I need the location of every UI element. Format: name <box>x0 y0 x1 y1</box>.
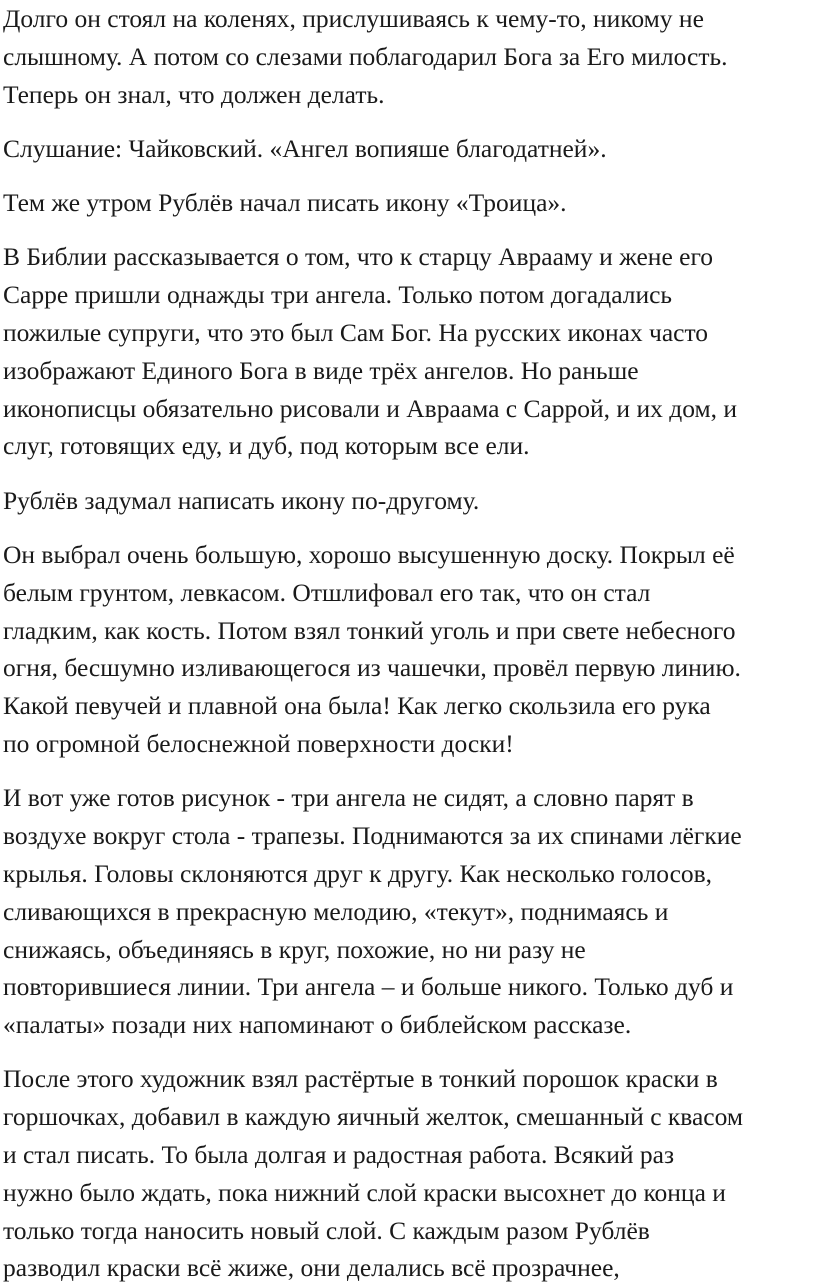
text-line: по огромной белоснежной поверхности доски! <box>3 729 514 759</box>
text-line: Тем же утром Рублёв начал писать икону «Троица». <box>3 188 567 218</box>
text-line: пожилые супруги, что это был Сам Бог. На русских иконах часто <box>3 318 709 348</box>
text-line: огня, бесшумно изливающегося из чашечки, провёл первую линию. <box>3 653 741 683</box>
text-line: И вот уже готов рисунок - три ангела не сидят, а словно парят в <box>3 783 694 813</box>
paragraph-4 <box>3 238 815 465</box>
text-line: гладким, как кость. Потом взял тонкий уголь и при свете небесного <box>3 615 736 645</box>
paragraph-2 <box>3 130 815 168</box>
text-line: только тогда наносить новый слой. С каждым разом Рублёв <box>3 1215 650 1245</box>
text-line: Теперь он знал, что должен делать. <box>3 79 385 109</box>
text-line: крылья. Головы склоняются друг к другу. Как несколько голосов, <box>3 858 713 888</box>
text-line: и стал писать. То была долгая и радостная работа. Всякий раз <box>3 1140 675 1170</box>
text-line: Слушание: Чайковский. «Ангел вопияше благодатней». <box>3 133 607 163</box>
text-line: снижаясь, объединяясь в круг, похожие, но ни разу не <box>3 934 586 964</box>
text-line: иконописцы обязательно рисовали и Авраама с Саррой, и их дом, и <box>3 393 737 423</box>
paragraph-6 <box>3 536 815 763</box>
text-line: Сарре пришли однажды три ангела. Только потом догадались <box>3 280 673 310</box>
document-body <box>3 0 815 1286</box>
paragraph-5 <box>3 482 815 520</box>
text-line: «палаты» позади них напоминают о библейском рассказе. <box>3 1010 632 1040</box>
text-line: нужно было ждать, пока нижний слой краски высохнет до конца и <box>3 1177 726 1207</box>
text-line: Рублёв задумал написать икону по-другому. <box>3 485 480 515</box>
paragraph-7 <box>3 779 815 1044</box>
text-line: Какой певучей и плавной она была! Как легко скользила его рука <box>3 691 711 721</box>
text-line: повторившиеся линии. Три ангела – и больше никого. Только дуб и <box>3 972 734 1002</box>
text-line: После этого художник взял растёртые в тонкий порошок краски в <box>3 1064 718 1094</box>
text-line: воздухе вокруг стола - трапезы. Поднимаются за их спинами лёгкие <box>3 821 742 851</box>
text-line: белым грунтом, левкасом. Отшлифовал его так, что он стал <box>3 577 651 607</box>
paragraph-8 <box>3 1060 815 1286</box>
paragraph-3 <box>3 184 815 222</box>
text-line: слуг, готовящих еду, и дуб, под которым все ели. <box>3 431 530 461</box>
text-line: В Библии рассказывается о том, что к старцу Аврааму и жене его <box>3 242 714 272</box>
text-line: разводил краски всё жиже, они делались всё прозрачнее, <box>3 1253 620 1283</box>
paragraph-1 <box>3 0 815 113</box>
text-line: изображают Единого Бога в виде трёх ангелов. Но раньше <box>3 355 639 385</box>
text-line: слышному. А потом со слезами поблагодарил Бога за Его милость. <box>3 41 728 71</box>
text-line: Долго он стоял на коленях, прислушиваясь к чему-то, никому не <box>3 4 704 33</box>
text-line: горшочках, добавил в каждую яичный желток, смешанный с квасом <box>3 1102 744 1132</box>
text-line: сливающихся в прекрасную мелодию, «текут», поднимаясь и <box>3 896 669 926</box>
text-line: Он выбрал очень большую, хорошо высушенную доску. Покрыл её <box>3 540 735 570</box>
